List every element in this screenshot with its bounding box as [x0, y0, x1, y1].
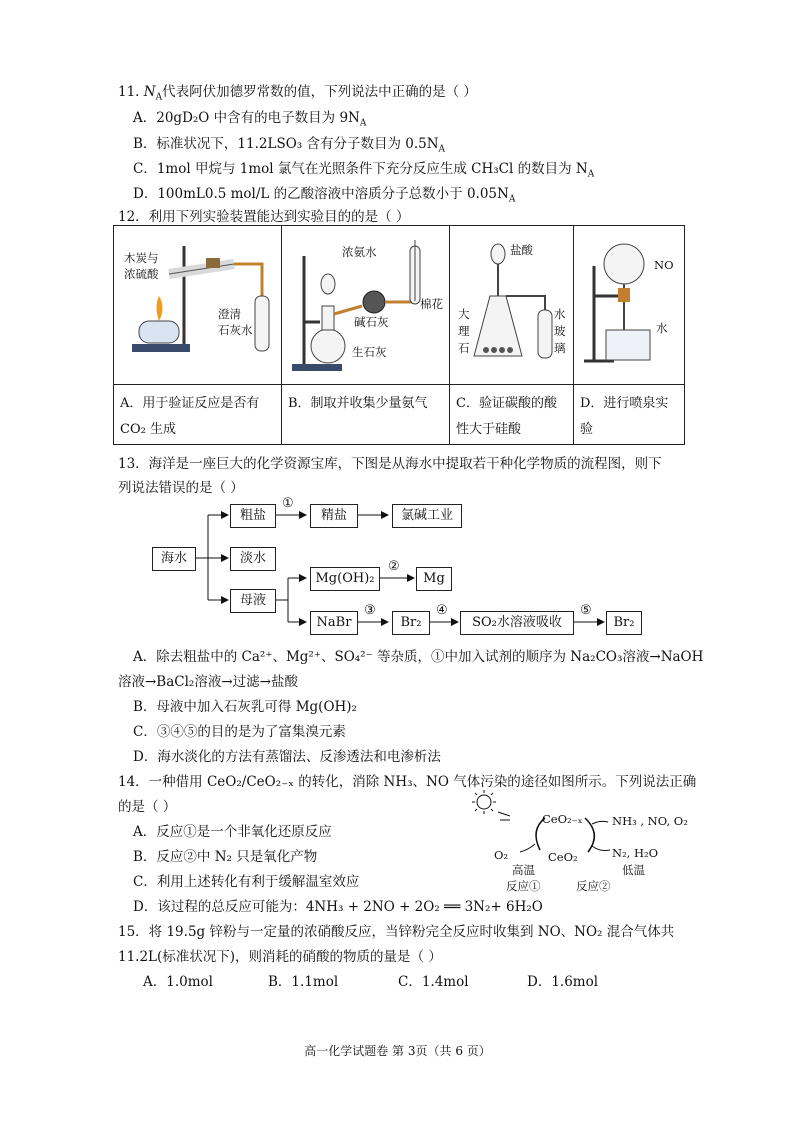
q15-option-b: B．1.1mol: [268, 974, 339, 990]
label-soda-lime: 碱石灰: [354, 315, 389, 329]
apparatus-b-drawing: [282, 226, 449, 384]
caption-a: A．用于验证反应是否有CO₂ 生成: [120, 396, 260, 437]
q14-option-b: B．反应②中 N₂ 只是氧化产物: [133, 849, 318, 865]
q11-option-d: D．100mL0.5 mol/L 的乙酸溶液中溶质分子总数小于 $0.05N_A$: [133, 186, 516, 205]
page-footer: 高一化学试题卷 第 3页（共 6 页）: [304, 1044, 491, 1058]
label-water-glass-1: 水: [554, 307, 566, 321]
step-4: ④: [436, 603, 448, 618]
label-hcl: 盐酸: [510, 243, 533, 257]
box-nabr: NaBr: [310, 611, 358, 635]
q14-option-a: A．反应①是一个非氧化还原反应: [133, 824, 332, 840]
label-conc-h2so4: 浓硫酸: [124, 267, 159, 281]
q14-stem-1: 14．一种借用 CeO₂/CeO₂₋ₓ 的转化，消除 NH₃、NO 气体污染的途径如图所示。下列说法正确: [118, 774, 697, 790]
label-ceo2x: CeO₂₋ₓ: [542, 812, 583, 826]
box-mother-liquor: 母液: [230, 589, 276, 613]
label-o2: O₂: [494, 848, 509, 862]
label-marble-1: 大: [458, 307, 470, 321]
q15-option-d: D．1.6mol: [527, 974, 599, 990]
label-limewater-2: 石灰水: [218, 323, 253, 337]
q15-stem-1: 15．将 19.5g 锌粉与一定量的浓硝酸反应，当锌粉完全反应时收集到 NO、NO₂ 混合气体共: [118, 924, 675, 940]
label-water-glass-2: 玻: [554, 324, 566, 338]
label-cotton: 棉花: [420, 297, 443, 311]
step-2: ②: [388, 559, 400, 574]
label-products: N₂, H₂O: [612, 846, 659, 860]
caption-d-cell: [574, 385, 685, 445]
q13-option-b: B．母液中加入石灰乳可得 Mg(OH)₂: [133, 699, 357, 715]
caption-c-cell: [450, 385, 574, 445]
q15-option-c: C．1.4mol: [398, 974, 469, 990]
q13-option-d: D．海水淡化的方法有蒸馏法、反渗透法和电渗析法: [133, 749, 441, 765]
label-reactants: NH₃ , NO, O₂: [612, 814, 688, 828]
label-reaction-2: 反应②: [576, 879, 611, 893]
box-chlor-alkali: 氯碱工业: [392, 504, 462, 528]
q14-cycle-diagram: [470, 790, 690, 893]
cycle-drawing: [470, 790, 690, 890]
box-seawater: 海水: [152, 547, 196, 571]
q15-stem-2: 11.2L(标准状况下)，则消耗的硝酸的物质的量是（ ）: [118, 949, 442, 965]
q13-stem-1: 13．海洋是一座巨大的化学资源宝库，下图是从海水中提取若干种化学物质的流程图，则下: [118, 456, 662, 472]
apparatus-b-cell: [282, 226, 450, 385]
box-mgoh2: Mg(OH)₂: [310, 567, 380, 591]
q12-stem: 12．利用下列实验装置能达到实验目的的是（ ）: [118, 209, 410, 225]
q11-option-b: B．标准状况下，11.2LSO₃ 含有分子数目为 $0.5N_A$: [133, 136, 446, 155]
apparatus-d-cell: [574, 226, 685, 385]
caption-c: C．验证碳酸的酸性大于硅酸: [456, 396, 557, 437]
caption-b: B．制取并收集少量氨气: [288, 396, 428, 411]
caption-b-cell: [282, 385, 450, 445]
box-br2-a: Br₂: [392, 611, 430, 635]
label-high-temp: 高温: [512, 863, 535, 877]
box-refined-salt: 精盐: [310, 504, 358, 528]
apparatus-a-cell: [114, 226, 282, 385]
box-so2-absorption: SO₂水溶液吸收: [460, 611, 574, 635]
q13-option-c: C．③④⑤的目的是为了富集溴元素: [133, 724, 346, 740]
label-marble-3: 石: [458, 341, 470, 355]
step-3: ③: [364, 603, 376, 618]
label-conc-ammonia: 浓氨水: [342, 245, 377, 259]
q11-stem: 11. $N_A$代表阿伏加德罗常数的值，下列说法中正确的是（ ）: [118, 84, 477, 103]
label-ceo2: CeO₂: [548, 850, 578, 864]
box-br2-b: Br₂: [606, 611, 642, 635]
q12-apparatus-table: [113, 225, 685, 445]
q13-stem-2: 列说法错误的是（ ）: [118, 480, 244, 496]
step-1: ①: [282, 496, 294, 511]
sun-icon: [472, 790, 496, 814]
apparatus-d-drawing: [574, 226, 684, 384]
q11-option-c: C．1mol 甲烷与 1mol 氯气在光照条件下充分反应生成 CH₃Cl 的数目为 $N_A$: [133, 161, 595, 180]
apparatus-c-cell: [450, 226, 574, 385]
step-5: ⑤: [580, 603, 592, 618]
caption-d: D．进行喷泉实验: [580, 396, 669, 437]
label-low-temp: 低温: [622, 863, 645, 877]
q11-option-a: A．20gD₂O 中含有的电子数目为 $9N_A$: [133, 110, 367, 129]
label-quicklime: 生石灰: [352, 345, 387, 359]
q13-option-a-1: A．除去粗盐中的 Ca²⁺、Mg²⁺、SO₄²⁻ 等杂质，①中加入试剂的顺序为 Na₂CO₃溶液→NaOH: [133, 649, 704, 665]
label-charcoal: 木炭与: [124, 251, 159, 265]
q14-option-d: D．该过程的总反应可能为：4NH₃ + 2NO + 2O₂ ══ 3N₂+ 6H₂O: [133, 899, 543, 915]
q13-option-a-2: 溶液→BaCl₂溶液→过滤→盐酸: [118, 674, 298, 690]
label-limewater-1: 澄清: [218, 307, 241, 321]
label-reaction-1: 反应①: [506, 879, 541, 893]
label-marble-2: 理: [458, 324, 470, 338]
box-fresh-water: 淡水: [230, 547, 276, 571]
apparatus-c-drawing: [450, 226, 573, 384]
label-water: 水: [656, 321, 668, 335]
q15-option-a: A．1.0mol: [143, 974, 213, 990]
box-crude-salt: 粗盐: [230, 504, 276, 528]
label-no: NO: [654, 258, 674, 272]
caption-a-cell: [114, 385, 282, 445]
q14-option-c: C．利用上述转化有利于缓解温室效应: [133, 874, 360, 890]
box-mg: Mg: [416, 567, 452, 591]
label-water-glass-3: 璃: [554, 341, 566, 355]
q14-stem-2: 的是（ ）: [118, 799, 177, 815]
apparatus-a-drawing: [114, 226, 281, 384]
